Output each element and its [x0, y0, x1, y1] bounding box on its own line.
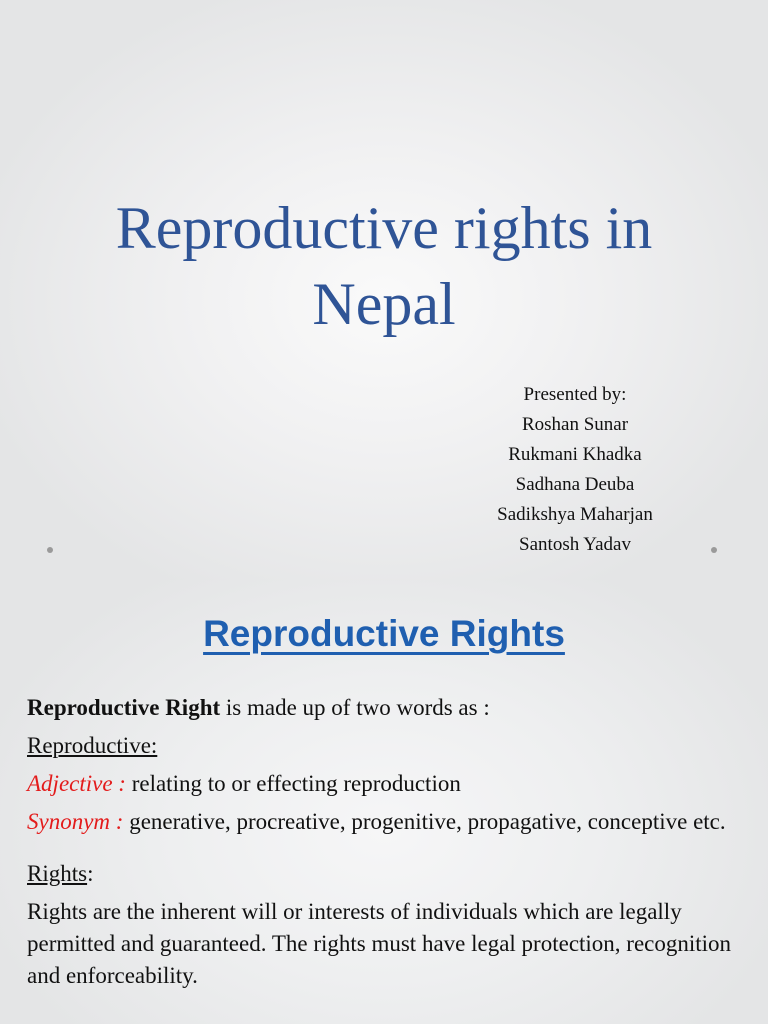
- adjective-line: [27, 768, 747, 800]
- presenter-name: Santosh Yadav: [519, 534, 631, 555]
- rights-label-line: [27, 858, 747, 890]
- presenter-name: Rukmani Khadka: [508, 444, 642, 465]
- synonym-text: generative, procreative, progenitive, propagative, conceptive etc.: [129, 809, 726, 834]
- decorative-dot-left: [47, 547, 53, 553]
- decorative-dot-right: [711, 547, 717, 553]
- slide-title-line-1: Reproductive rights in: [115, 195, 653, 261]
- presenters-block: [470, 380, 680, 560]
- rights-label: Rights: [27, 861, 88, 886]
- intro-text: is made up of two words as :: [220, 695, 490, 720]
- intro-line: [27, 692, 747, 724]
- reproductive-label-line: [27, 730, 747, 762]
- presented-by-label: Presented by:: [523, 384, 627, 405]
- slide-body: [27, 692, 747, 992]
- adjective-text: relating to or effecting reproduction: [131, 771, 461, 796]
- synonym-line: [27, 806, 747, 838]
- presenter-name: Sadhana Deuba: [515, 474, 635, 495]
- content-slide: [0, 580, 768, 1024]
- rights-colon: :: [87, 861, 94, 886]
- presenter-name: Roshan Sunar: [521, 414, 629, 435]
- slide-heading: [0, 608, 768, 660]
- intro-bold-term: Reproductive Right: [27, 695, 221, 720]
- presenter-name: Sadikshya Maharjan: [497, 504, 653, 525]
- rights-definition: Rights are the inherent will or interests of individuals which are legally permitted and guaranteed. The rights must have legal protection, recognition and enforceability.: [27, 899, 732, 988]
- slide-title-line-2: Nepal: [312, 271, 456, 337]
- slide-heading-text: Reproductive Rights: [203, 613, 565, 654]
- adjective-label: Adjective :: [27, 771, 132, 796]
- synonym-label: Synonym :: [27, 809, 130, 834]
- reproductive-label: Reproductive:: [27, 733, 158, 758]
- slide-title: [0, 190, 768, 342]
